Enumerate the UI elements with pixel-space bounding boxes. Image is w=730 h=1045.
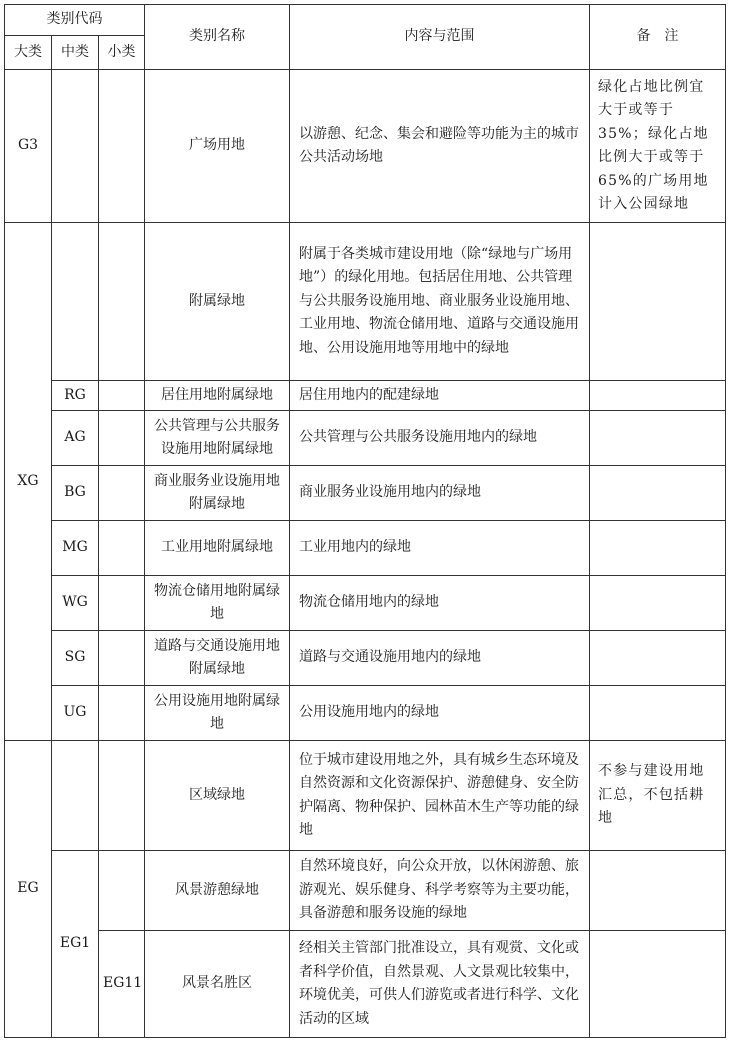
remarks: 绿化占地比例宜大于或等于35%；绿化占地比例大于或等于65%的广场用地计入公园绿地	[590, 70, 726, 223]
header-medium-class: 中类	[52, 36, 99, 70]
remarks	[590, 411, 726, 466]
table-row	[5, 686, 726, 741]
minor-code: EG11	[99, 931, 145, 1038]
minor-code	[99, 466, 145, 521]
minor-code	[99, 223, 145, 381]
minor-code	[99, 521, 145, 576]
minor-code	[99, 741, 145, 851]
minor-code	[99, 686, 145, 741]
major-code: EG	[5, 741, 52, 1038]
remarks	[590, 466, 726, 521]
land-classification-table	[4, 4, 726, 1038]
remarks	[590, 381, 726, 411]
table-row	[5, 223, 726, 381]
category-name: 区域绿地	[145, 741, 290, 851]
remarks	[590, 223, 726, 381]
medium-code	[52, 223, 99, 381]
content-scope: 经相关主管部门批准设立，具有观赏、文化或者科学价值，自然景观、人文景观比较集中，环境优美，可供人们游览或者进行科学、文化活动的区域	[290, 931, 590, 1038]
medium-code: EG1	[52, 851, 99, 1038]
category-name: 风景游憩绿地	[145, 851, 290, 931]
remarks	[590, 851, 726, 931]
medium-code: AG	[52, 411, 99, 466]
content-scope: 以游憩、纪念、集会和避险等功能为主的城市公共活动场地	[290, 70, 590, 223]
header-major-class: 大类	[5, 36, 52, 70]
medium-code: WG	[52, 576, 99, 631]
category-name: 风景名胜区	[145, 931, 290, 1038]
minor-code	[99, 381, 145, 411]
content-scope: 商业服务业设施用地内的绿地	[290, 466, 590, 521]
table-row	[5, 70, 726, 223]
category-name: 物流仓储用地附属绿地	[145, 576, 290, 631]
category-name: 居住用地附属绿地	[145, 381, 290, 411]
medium-code	[52, 741, 99, 851]
table-row	[5, 521, 726, 576]
minor-code	[99, 411, 145, 466]
minor-code	[99, 631, 145, 686]
minor-code	[99, 70, 145, 223]
table-row	[5, 631, 726, 686]
table-row	[5, 741, 726, 851]
category-name: 广场用地	[145, 70, 290, 223]
minor-code	[99, 851, 145, 931]
header-remarks: 备 注	[590, 5, 726, 70]
table-row	[5, 851, 726, 931]
category-name: 道路与交通设施用地附属绿地	[145, 631, 290, 686]
medium-code: UG	[52, 686, 99, 741]
remarks	[590, 631, 726, 686]
content-scope: 公用设施用地内的绿地	[290, 686, 590, 741]
major-code: G3	[5, 70, 52, 223]
content-scope: 居住用地内的配建绿地	[290, 381, 590, 411]
remarks	[590, 576, 726, 631]
content-scope: 公共管理与公共服务设施用地内的绿地	[290, 411, 590, 466]
table-row	[5, 931, 726, 1038]
header-category-name: 类别名称	[145, 5, 290, 70]
content-scope: 位于城市建设用地之外，具有城乡生态环境及自然资源和文化资源保护、游憩健身、安全防护隔离、物种保护、园林苗木生产等功能的绿地	[290, 741, 590, 851]
header-minor-class: 小类	[99, 36, 145, 70]
table-row	[5, 381, 726, 411]
content-scope: 自然环境良好，向公众开放，以休闲游憩、旅游观光、娱乐健身、科学考察等为主要功能，具备游憩和服务设施的绿地	[290, 851, 590, 931]
major-code: XG	[5, 223, 52, 741]
remarks	[590, 931, 726, 1038]
minor-code	[99, 576, 145, 631]
content-scope: 附属于各类城市建设用地（除“绿地与广场用地”）的绿化用地。包括居住用地、公共管理与公共服务设施用地、商业服务业设施用地、工业用地、物流仓储用地、道路与交通设施用地、公用设施用地等用地中的绿地	[290, 223, 590, 381]
category-name: 工业用地附属绿地	[145, 521, 290, 576]
header-row	[5, 5, 726, 36]
category-name: 公用设施用地附属绿地	[145, 686, 290, 741]
table-row	[5, 576, 726, 631]
content-scope: 物流仓储用地内的绿地	[290, 576, 590, 631]
category-name: 附属绿地	[145, 223, 290, 381]
content-scope: 工业用地内的绿地	[290, 521, 590, 576]
table-row	[5, 411, 726, 466]
category-name: 公共管理与公共服务设施用地附属绿地	[145, 411, 290, 466]
header-content-scope: 内容与范围	[290, 5, 590, 70]
remarks	[590, 521, 726, 576]
remarks: 不参与建设用地汇总，不包括耕地	[590, 741, 726, 851]
remarks	[590, 686, 726, 741]
medium-code	[52, 70, 99, 223]
content-scope: 道路与交通设施用地内的绿地	[290, 631, 590, 686]
category-name: 商业服务业设施用地附属绿地	[145, 466, 290, 521]
medium-code: SG	[52, 631, 99, 686]
medium-code: RG	[52, 381, 99, 411]
medium-code: MG	[52, 521, 99, 576]
table-row	[5, 466, 726, 521]
medium-code: BG	[52, 466, 99, 521]
header-category-code: 类别代码	[5, 5, 145, 36]
